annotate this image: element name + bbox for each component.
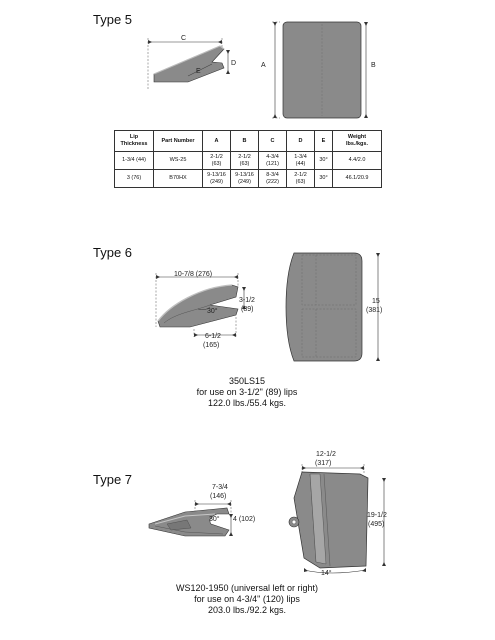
type5-spec-table <box>114 130 382 188</box>
type7-dim-top-b: (317) <box>315 460 332 467</box>
cell-c: 8-3/4 (222) <box>259 170 287 188</box>
table-row <box>115 152 382 170</box>
cell-a: 2-1/2 (63) <box>203 152 231 170</box>
cell-c: 4-3/4 (121) <box>259 152 287 170</box>
col-c: C <box>259 131 287 152</box>
type5-title: Type 5 <box>93 12 133 27</box>
col-a: A <box>203 131 231 152</box>
col-weight: Weight lbs./kgs. <box>333 131 382 152</box>
cell-a: 9-13/16 (249) <box>203 170 231 188</box>
cell-b: 9-13/16 (249) <box>231 170 259 188</box>
type6-model: 350LS15 <box>228 376 266 386</box>
type5-plate-front-view <box>258 18 383 123</box>
type6-dim-height-a: 3-1/2 <box>239 297 255 304</box>
type6-dim-base-a: 6-1/2 <box>205 333 221 340</box>
type6-dim-angle: 30° <box>207 308 218 315</box>
type7-dim-width-b: (495) <box>368 521 385 528</box>
type6-usage: for use on 3-1/2" (89) lips <box>196 387 298 397</box>
cell-part: B70HX <box>154 170 203 188</box>
table-row <box>115 170 382 188</box>
type7-title: Type 7 <box>93 472 133 487</box>
type6-caption <box>150 376 344 409</box>
type6-dim-height-b: (89) <box>241 306 254 313</box>
col-part-number: Part Number <box>154 131 203 152</box>
type5-dim-d: D <box>231 60 237 67</box>
cell-e: 30° <box>315 152 333 170</box>
type7-usage: for use on 4-3/4" (120) lips <box>194 594 300 604</box>
type7-caption <box>130 583 364 616</box>
type6-dim-base-b: (165) <box>203 342 220 349</box>
type5-dim-e: E <box>196 68 201 75</box>
type5-dim-a: A <box>261 62 266 69</box>
cell-e: 30° <box>315 170 333 188</box>
type6-dim-width-a: 15 <box>372 298 380 305</box>
cell-weight: 4.4/2.0 <box>333 152 382 170</box>
type6-dim-width-b: (381) <box>366 307 383 314</box>
type6-dim-length: 10-7/8 (276) <box>174 271 213 278</box>
type5-wedge-side-view <box>140 30 240 100</box>
type7-dim-angle: 30° <box>209 516 220 523</box>
type6-weight: 122.0 lbs./55.4 kgs. <box>207 398 287 408</box>
cell-d: 2-1/2 (63) <box>287 170 315 188</box>
cell-lip: 1-3/4 (44) <box>115 152 154 170</box>
col-b: B <box>231 131 259 152</box>
table-header-row <box>115 131 382 152</box>
cell-b: 2-1/2 (63) <box>231 152 259 170</box>
type7-weight: 203.0 lbs./92.2 kgs. <box>207 605 287 615</box>
cell-lip: 3 (76) <box>115 170 154 188</box>
col-lip-thickness: Lip Thickness <box>115 131 154 152</box>
type6-title: Type 6 <box>93 245 133 260</box>
cell-weight: 46.1/20.9 <box>333 170 382 188</box>
col-d: D <box>287 131 315 152</box>
type5-dim-b: B <box>371 62 376 69</box>
type7-dim-width-a: 19-1/2 <box>367 512 387 519</box>
type7-dim-bottom-angle: 14° <box>321 570 332 577</box>
type7-dim-height: 4 (102) <box>233 516 256 523</box>
type7-dim-top-a: 12-1/2 <box>316 451 336 458</box>
cell-d: 1-3/4 (44) <box>287 152 315 170</box>
col-e: E <box>315 131 333 152</box>
type5-dim-c: C <box>181 35 187 42</box>
type7-dim-length-b: (146) <box>210 493 227 500</box>
type7-dim-length-a: 7-3/4 <box>212 484 228 491</box>
cell-part: WS-25 <box>154 152 203 170</box>
type7-model: WS120-1950 (universal left or right) <box>175 583 319 593</box>
